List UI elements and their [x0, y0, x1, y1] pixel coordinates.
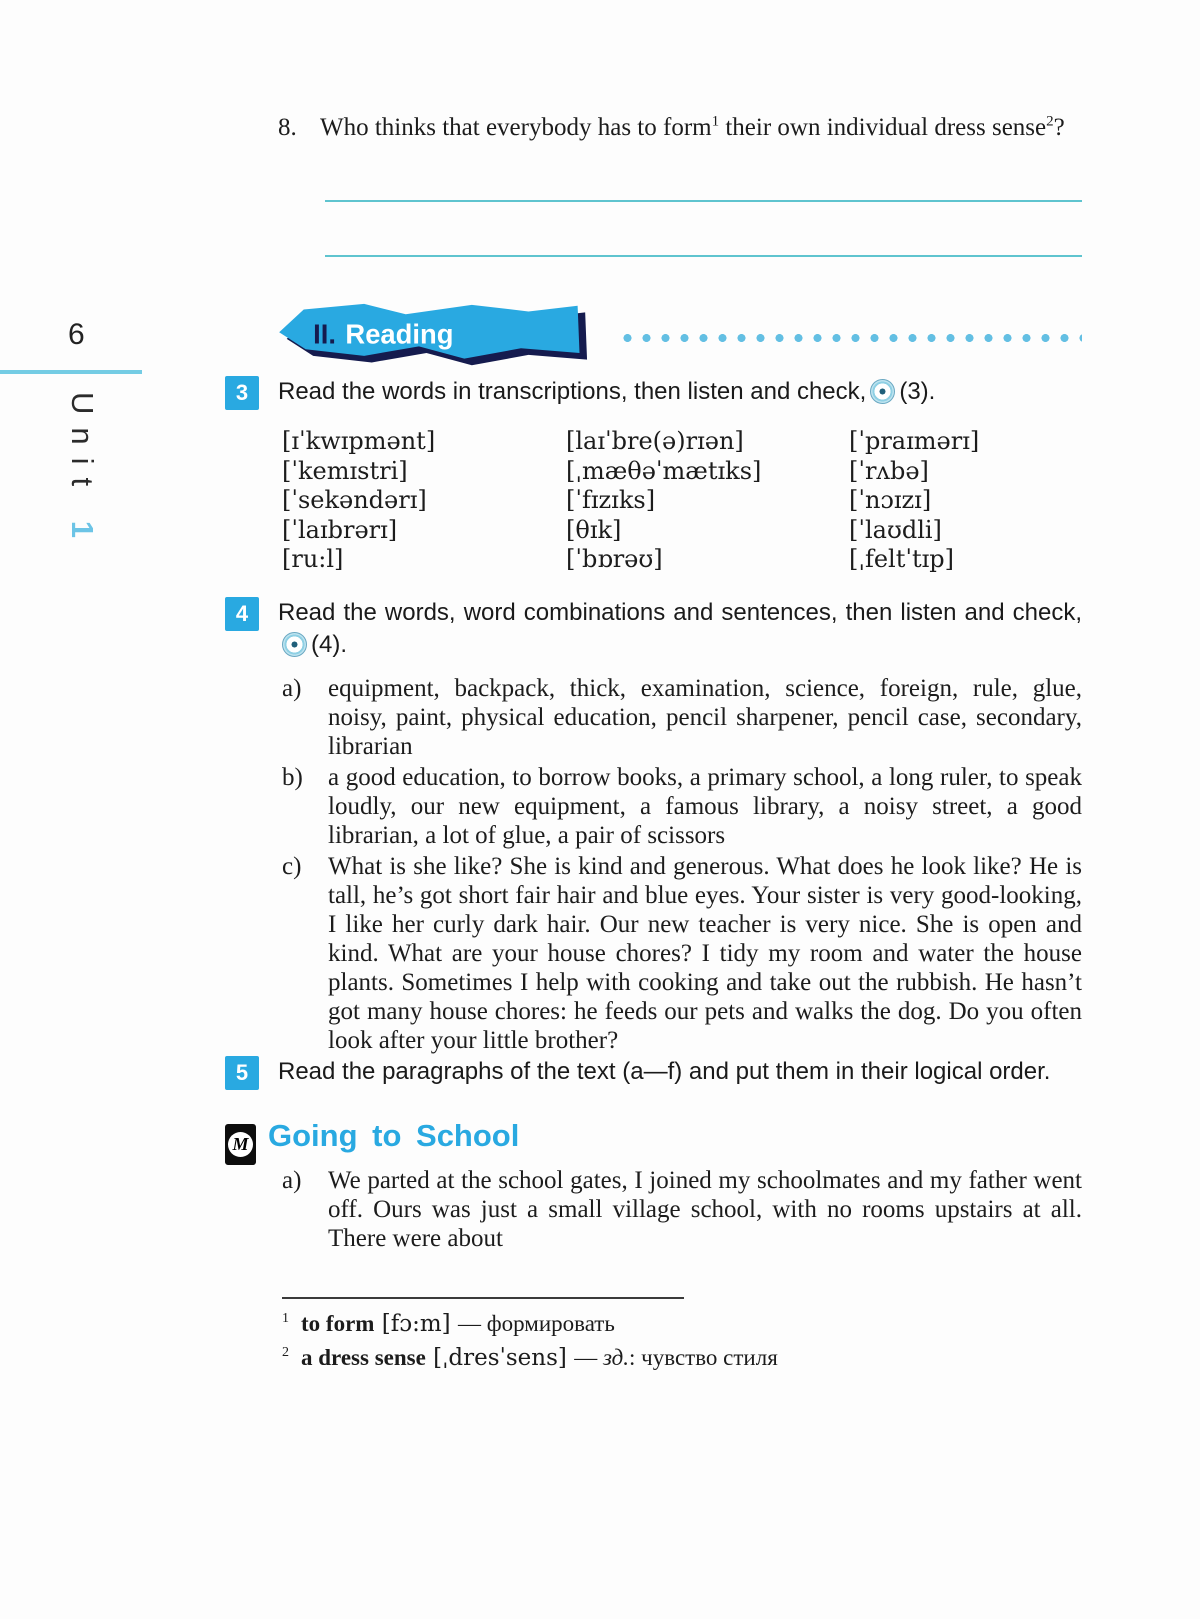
banner-title [313, 319, 453, 350]
list-item-b [218, 763, 1082, 850]
footnote-2-translation: : чувство стиля [629, 1344, 778, 1370]
item-label: c) [282, 852, 302, 880]
exercise-4-instruction-text: Read the words, word combinations and sentences, then listen and check, [278, 598, 1082, 626]
transcription-cell: [ˌfeltˈtɪp] [849, 545, 955, 573]
m-marker-icon [225, 1124, 256, 1165]
footnote-2-usage-label: зд. [602, 1344, 630, 1370]
banner-title-text: Reading [345, 318, 454, 350]
paragraph-label: a) [282, 1166, 302, 1194]
list-item-a [218, 674, 1082, 761]
question-8-part2: their own individual dress sense [719, 114, 1047, 141]
m-marker-letter: M [228, 1132, 253, 1157]
item-text: What is she like? She is kind and generous. What does he look like? He is tall, he’s got short fair hair and blue eyes. Your sister is very good-looking, I like her curly dark hair. Our new teacher is very nice. She is open and kind. What are your house chores? I tidy my room and water the house plants. Sometimes I help with cooking and take out the rubbish. He hasn’t got many house chores: he feeds our pets and walks the dog. Do you often look after your little brother? [328, 852, 1082, 1054]
question-8-part1: Who thinks that everybody has to form [320, 114, 712, 141]
footnote-1-translation: — формировать [457, 1310, 615, 1336]
exercise-4-track-number: (4). [311, 630, 347, 658]
footnote-2-transcription: [ˌdresˈsens] [425, 1344, 575, 1371]
exercise-4 [218, 597, 1082, 661]
transcription-cell: [ˈkemɪstri] [282, 456, 408, 485]
transcription-cell: [ɪˈkwɪpmənt] [282, 427, 436, 455]
unit-tab [64, 392, 100, 551]
transcription-cell: [ˈnɔɪzɪ] [849, 486, 932, 514]
transcription-cell: [ˈfɪzɪks] [566, 486, 656, 514]
exercise-3 [218, 376, 1082, 410]
exercise-3-badge-column [218, 376, 278, 410]
margin-divider-line [0, 370, 142, 374]
transcription-cell: [ˌmæθəˈmætɪks] [566, 456, 762, 485]
question-8-part3: ? [1053, 114, 1065, 141]
transcription-cell: [laɪˈbre(ə)rɪən] [566, 427, 744, 455]
transcription-cell: [θɪk] [566, 515, 622, 544]
exercise-3-number-badge: 3 [225, 376, 259, 410]
exercise-5-badge-column [218, 1056, 278, 1090]
exercise-5-number-badge: 5 [225, 1056, 259, 1090]
exercise-3-instruction [278, 376, 1082, 410]
item-text: equipment, backpack, thick, examination, science, foreign, rule, glue, noisy, paint, physical education, pencil sharpener, pencil case, secondary, librarian [328, 674, 1082, 760]
banner-numeral: II. [313, 318, 336, 350]
footnote-2-dash: — [574, 1344, 603, 1370]
transcription-cell: [ˈlaɪbrərɪ] [282, 515, 398, 544]
footnote-ref-1: 1 [711, 113, 720, 130]
reading-section-header [268, 302, 1082, 370]
dotted-separator [618, 333, 1082, 343]
paragraph-text: We parted at the school gates, I joined my schoolmates and my father went off. Ours was just a small village school, with no rooms upstairs at all. There were about [328, 1166, 1082, 1252]
transcription-cell: [ˈrʌbə] [849, 456, 929, 485]
exercise-5-instruction: Read the paragraphs of the text (a—f) and put them in their logical order. [278, 1057, 1051, 1085]
text-title: Going to School [268, 1117, 520, 1153]
item-text: a good education, to borrow books, a primary school, a long ruler, to speak loudly, our new equipment, a famous library, a noisy street, a good librarian, a lot of glue, a pair of scissors [328, 763, 1082, 849]
transcription-cell: [ˈlaʊdli] [849, 515, 942, 544]
list-item-c [218, 852, 1082, 1055]
cd-audio-icon [282, 632, 307, 657]
question-8-marker: 8. [278, 114, 297, 141]
item-label: b) [282, 763, 303, 791]
footnote-divider [282, 1297, 684, 1299]
footnote-1-transcription: [fɔ:m] [374, 1310, 458, 1337]
answer-line [325, 255, 1082, 257]
exercise-4-number-badge: 4 [225, 597, 259, 631]
exercise-4-items [218, 674, 1082, 1055]
unit-number: 1 [65, 520, 100, 552]
footnote-1 [282, 1307, 1082, 1341]
unit-word: Unit [65, 392, 100, 500]
exercise-3-track-number: (3). [899, 378, 936, 405]
transcription-cell: [ˈpraɪmərɪ] [849, 427, 980, 455]
footnote-2-number: 2 [282, 1344, 289, 1360]
paragraph-a [218, 1166, 1082, 1253]
page-number: 6 [68, 318, 85, 351]
reading-banner [268, 302, 602, 370]
question-8 [278, 112, 1082, 143]
exercise-4-badge-column [218, 597, 278, 661]
question-8-text [320, 112, 1082, 143]
transcription-list [282, 427, 1082, 575]
transcription-cell: [ru:l] [282, 545, 344, 573]
footnotes [282, 1297, 1082, 1375]
transcription-cell: [ˈsekəndərɪ] [282, 486, 427, 514]
item-label: a) [282, 674, 302, 702]
footnote-2 [282, 1341, 1082, 1375]
exercise-3-instruction-text: Read the words in transcriptions, then listen and check, [278, 378, 867, 405]
footnote-1-term: to form [301, 1310, 375, 1336]
footnote-2-term: a dress sense [301, 1344, 426, 1370]
cd-audio-icon [870, 379, 895, 404]
footnote-1-number: 1 [282, 1310, 289, 1326]
answer-line [325, 200, 1082, 202]
exercise-4-instruction [278, 597, 1082, 661]
transcription-cell: [ˈbɒrəʊ] [566, 545, 663, 573]
footnote-ref-2: 2 [1046, 113, 1054, 130]
